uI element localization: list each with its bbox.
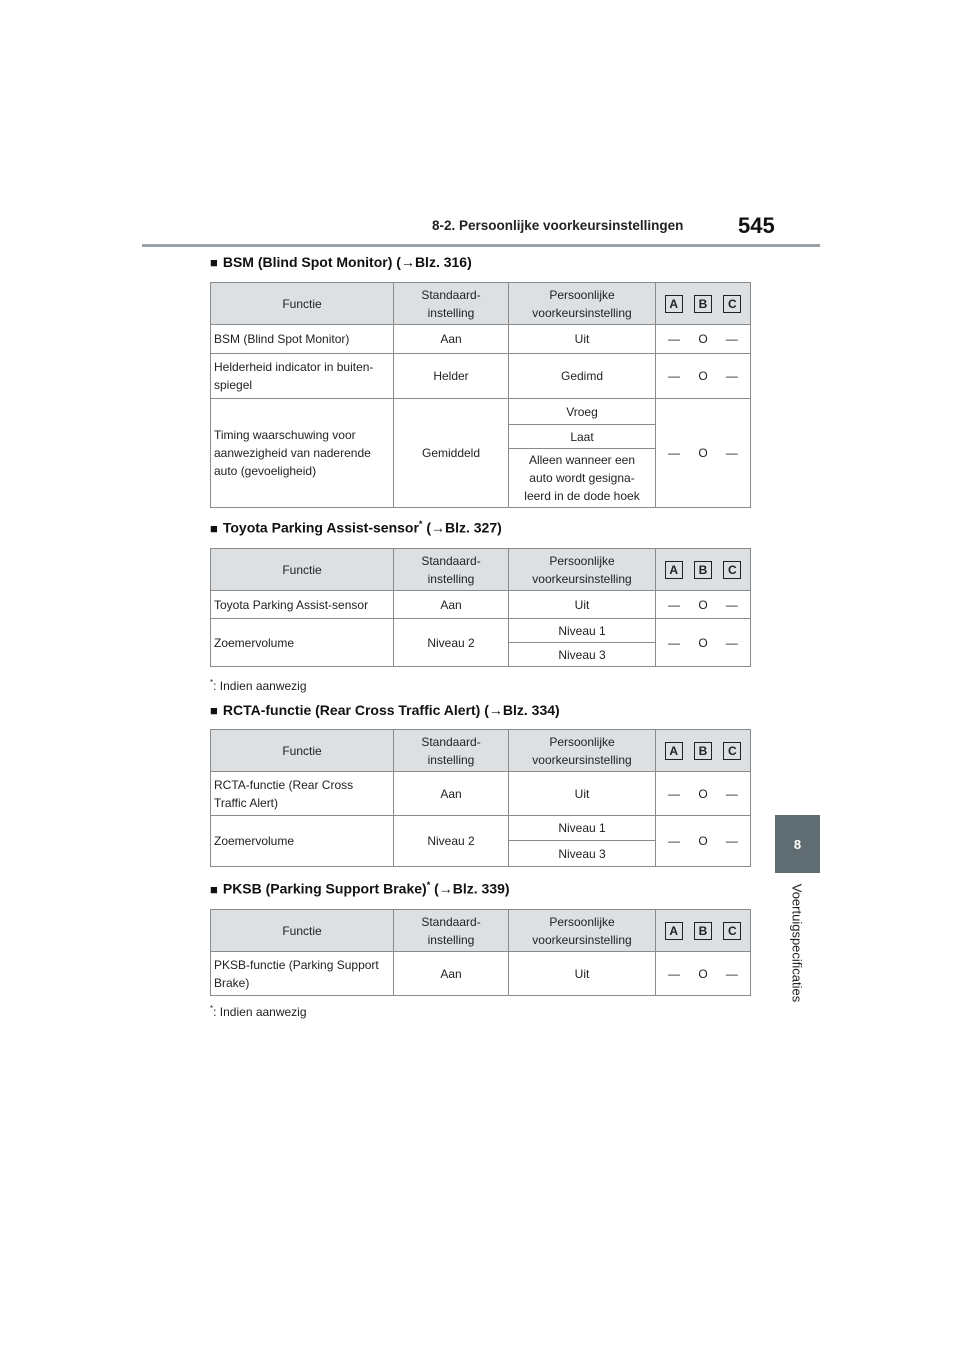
section-bullet: ■: [210, 255, 218, 270]
mark-a: —: [668, 597, 681, 612]
col-function: Functie: [211, 910, 394, 952]
cell-abc: [656, 772, 751, 816]
cell-function: RCTA-functie (Rear Cross Traffic Alert): [211, 772, 394, 816]
bsm-title: BSM (Blind Spot Monitor) (: [222, 254, 401, 270]
mark-a: —: [668, 635, 681, 650]
tpa-section-heading: [210, 519, 502, 536]
cell-abc: [656, 591, 751, 619]
mark-c: —: [725, 635, 738, 650]
cell-personal: Uit: [509, 952, 656, 996]
tpa-page-ref: (→Blz. 327): [422, 519, 502, 536]
label-a-icon: A: [665, 922, 683, 940]
label-a-icon: A: [665, 295, 683, 313]
mark-b: O: [698, 635, 708, 650]
mark-c: —: [725, 834, 738, 848]
table-row: [211, 354, 751, 399]
tpa-title: Toyota Parking Assist-sensor: [222, 519, 419, 536]
mark-b: O: [698, 369, 708, 383]
table-row: [211, 591, 751, 619]
label-a-icon: A: [665, 561, 683, 579]
col-abc: [656, 283, 751, 325]
col-default: Standaard- instelling: [394, 549, 509, 591]
rcta-table: [210, 729, 751, 867]
mark-b: O: [698, 834, 708, 848]
mark-c: —: [725, 966, 738, 981]
chapter-label: Voertuigspecificaties: [789, 883, 805, 1003]
label-a-icon: A: [665, 742, 683, 760]
cell-personal-option: Vroeg: [509, 399, 656, 425]
label-b-icon: B: [694, 561, 712, 579]
cell-default: Aan: [394, 325, 509, 354]
table-row: [211, 772, 751, 816]
table-row: [211, 619, 751, 643]
cell-function: Toyota Parking Assist-sensor: [211, 591, 394, 619]
pksb-title: PKSB (Parking Support Brake): [222, 880, 427, 897]
label-b-icon: B: [694, 742, 712, 760]
mark-a: —: [668, 834, 681, 848]
footnote: [210, 678, 307, 693]
col-abc: [656, 549, 751, 591]
col-personal: Persoonlijke voorkeursinstelling: [509, 549, 656, 591]
footnote: [210, 1004, 307, 1019]
mark-b: O: [698, 966, 708, 981]
mark-b: O: [698, 597, 708, 612]
cell-function: Timing waarschuwing voor aanwezigheid van naderende auto (gevoeligheid): [211, 399, 394, 508]
cell-default: Niveau 2: [394, 619, 509, 667]
col-function: Functie: [211, 730, 394, 772]
col-abc: [656, 910, 751, 952]
pksb-section-heading: [210, 880, 510, 897]
rcta-section-heading: [210, 702, 560, 718]
footnote-star: *: [418, 519, 423, 529]
rcta-page-ref: →Blz. 334): [488, 702, 560, 718]
label-c-icon: C: [723, 561, 741, 579]
table-header-row: [211, 910, 751, 952]
cell-personal: Uit: [509, 325, 656, 354]
col-personal: Persoonlijke voorkeursinstelling: [509, 910, 656, 952]
cell-function: PKSB-functie (Parking Support Brake): [211, 952, 394, 996]
mark-c: —: [725, 597, 738, 612]
footnote-text: : Indien aanwezig: [213, 679, 307, 693]
footnote-star: *: [426, 880, 431, 890]
rcta-title: RCTA-functie (Rear Cross Traffic Alert) (: [222, 702, 489, 718]
section-bullet: ■: [210, 881, 218, 897]
cell-personal-option: Niveau 3: [509, 643, 656, 667]
section-bullet: ■: [210, 703, 218, 718]
label-c-icon: C: [723, 922, 741, 940]
page-number: 545: [738, 213, 775, 238]
cell-personal: Uit: [509, 591, 656, 619]
mark-b: O: [698, 446, 708, 460]
table-row: [211, 816, 751, 841]
col-default: Standaard- instelling: [394, 910, 509, 952]
cell-abc: [656, 619, 751, 667]
cell-personal-option: Niveau 1: [509, 619, 656, 643]
cell-default: Aan: [394, 952, 509, 996]
footnote-star: *: [210, 678, 214, 687]
mark-c: —: [725, 786, 738, 801]
cell-default: Aan: [394, 772, 509, 816]
cell-abc: [656, 354, 751, 399]
bsm-page-ref: →Blz. 316): [400, 254, 472, 270]
bsm-section-heading: [210, 254, 472, 270]
label-c-icon: C: [723, 295, 741, 313]
col-personal: Persoonlijke voorkeursinstelling: [509, 730, 656, 772]
mark-a: —: [668, 332, 681, 346]
cell-default: Aan: [394, 591, 509, 619]
col-function: Functie: [211, 283, 394, 325]
mark-b: O: [698, 332, 708, 346]
cell-default: Niveau 2: [394, 816, 509, 867]
cell-personal-option: Niveau 3: [509, 841, 656, 867]
label-b-icon: B: [694, 922, 712, 940]
mark-b: O: [698, 786, 708, 801]
chapter-tab: 8: [775, 815, 820, 873]
label-c-icon: C: [723, 742, 741, 760]
table-row: [211, 952, 751, 996]
cell-personal: Uit: [509, 772, 656, 816]
cell-function: BSM (Blind Spot Monitor): [211, 325, 394, 354]
mark-c: —: [725, 369, 738, 383]
cell-personal-option: Niveau 1: [509, 816, 656, 841]
table-header-row: [211, 730, 751, 772]
col-default: Standaard- instelling: [394, 730, 509, 772]
cell-abc: [656, 399, 751, 508]
table-row: [211, 325, 751, 354]
col-abc: [656, 730, 751, 772]
cell-function: Zoemervolume: [211, 619, 394, 667]
cell-personal-option: Laat: [509, 425, 656, 449]
cell-function: Helderheid indicator in buiten- spiegel: [211, 354, 394, 399]
cell-default: Helder: [394, 354, 509, 399]
cell-personal: Gedimd: [509, 354, 656, 399]
cell-function: Zoemervolume: [211, 816, 394, 867]
header-rule: [142, 244, 820, 247]
mark-a: —: [668, 446, 681, 460]
col-default: Standaard- instelling: [394, 283, 509, 325]
bsm-table: [210, 282, 751, 508]
cell-personal-option: Alleen wanneer een auto wordt gesigna- leerd in de dode hoek: [509, 449, 656, 508]
mark-c: —: [725, 332, 738, 346]
table-header-row: [211, 283, 751, 325]
table-header-row: [211, 549, 751, 591]
pksb-table: [210, 909, 751, 996]
cell-default: Gemiddeld: [394, 399, 509, 508]
mark-a: —: [668, 786, 681, 801]
cell-abc: [656, 952, 751, 996]
section-bullet: ■: [210, 520, 218, 536]
pksb-page-ref: (→Blz. 339): [430, 880, 510, 897]
mark-a: —: [668, 966, 681, 981]
footnote-text: : Indien aanwezig: [213, 1005, 307, 1019]
label-b-icon: B: [694, 295, 712, 313]
table-row: [211, 399, 751, 425]
footnote-star: *: [210, 1004, 214, 1013]
cell-abc: [656, 325, 751, 354]
mark-a: —: [668, 369, 681, 383]
mark-c: —: [725, 446, 738, 460]
section-header-title: 8-2. Persoonlijke voorkeursinstellingen: [432, 218, 684, 233]
tpa-table: [210, 548, 751, 667]
cell-abc: [656, 816, 751, 867]
col-personal: Persoonlijke voorkeursinstelling: [509, 283, 656, 325]
col-function: Functie: [211, 549, 394, 591]
